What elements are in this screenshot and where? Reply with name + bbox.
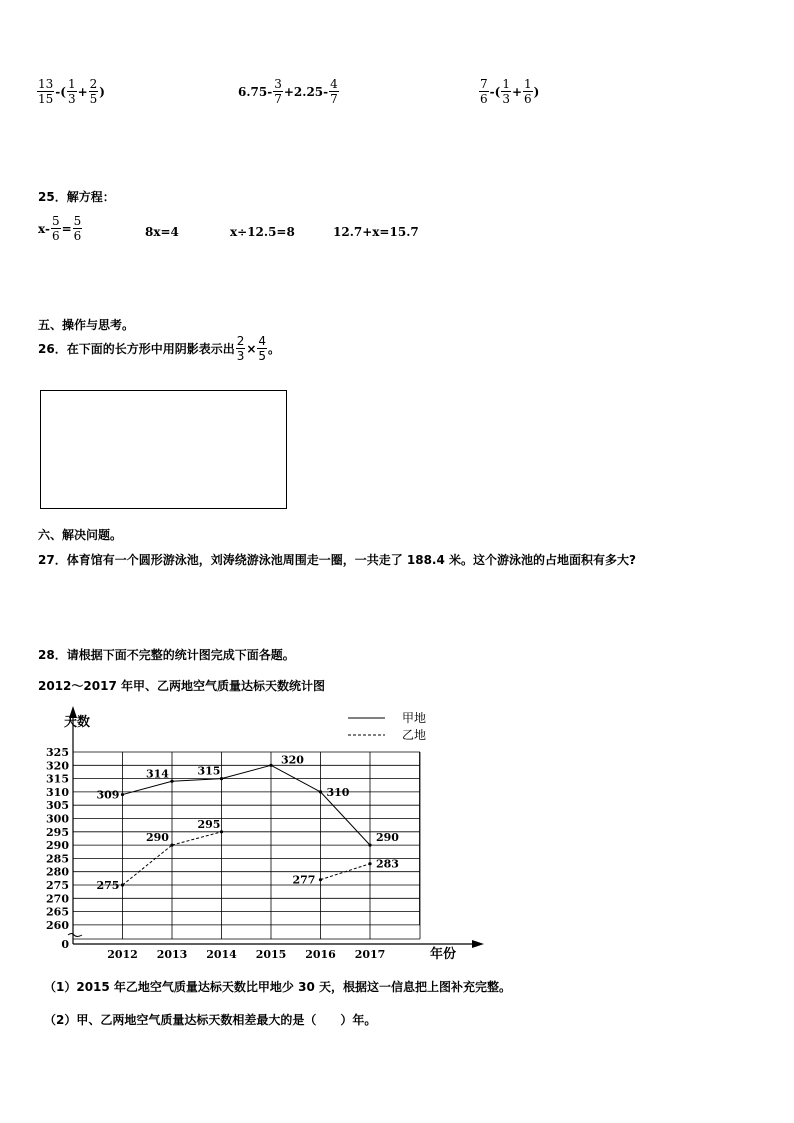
section-6-heading: 六、解决问题。 <box>38 528 123 542</box>
fraction: $\frac{5}{6}$ <box>51 214 60 243</box>
expression-3: $\frac{7}{6}$ -( $\frac{1}{3}$ + $\frac{1}{6}$ ) <box>480 77 540 106</box>
data-point <box>269 764 272 767</box>
series-jia-segment <box>123 781 173 794</box>
q26-text: 26．在下面的长方形中用阴影表示出 $\frac{2}{3}$ × $\frac{4}{5}$ 。 <box>38 334 281 363</box>
data-label: 290 <box>146 831 169 845</box>
chart-legend <box>348 710 426 742</box>
equation-3: x÷12.5=8 <box>230 225 295 239</box>
fraction: $\frac{4}{7}$ <box>330 77 338 106</box>
data-label: 277 <box>292 873 316 887</box>
x-axis-arrow <box>472 940 484 948</box>
fraction: $\frac{4}{5}$ <box>258 334 267 363</box>
y-tick-label: 320 <box>46 759 69 773</box>
x-tick-label: 2016 <box>305 948 336 961</box>
data-point <box>368 862 371 865</box>
data-label: 314 <box>146 767 169 781</box>
fraction: $\frac{1}{3}$ <box>67 77 76 106</box>
x-tick-label: 2015 <box>255 948 287 961</box>
data-point <box>170 844 173 847</box>
series-yi-segment <box>123 845 173 885</box>
data-point <box>319 878 322 881</box>
y-tick-label: 275 <box>46 879 69 892</box>
y-tick-label: 285 <box>46 852 69 866</box>
x-tick-label: 2014 <box>206 948 237 961</box>
q27-text: 27．体育馆有一个圆形游泳池，刘涛绕游泳池周围走一圈，一共走了 188.4 米。这个游泳池的占地面积有多大? <box>38 553 636 567</box>
expression-1: $\frac{13}{15}$ -( $\frac{1}{3}$ + $\frac{2}{5}$ ) <box>38 77 105 106</box>
y-tick-label: 300 <box>46 812 69 826</box>
section-5-heading: 五、操作与思考。 <box>38 318 135 332</box>
data-label: 295 <box>197 817 221 831</box>
x-axis-title: 年份 <box>430 947 457 962</box>
series-jia-segment <box>222 765 272 778</box>
data-point <box>121 883 124 886</box>
y-tick-label: 325 <box>46 746 69 759</box>
data-label: 310 <box>326 785 350 799</box>
q28-text: 28．请根据下面不完整的统计图完成下面各题。 <box>38 648 295 662</box>
fraction: $\frac{2}{3}$ <box>236 334 245 363</box>
chart-grid <box>73 752 420 939</box>
fraction: $\frac{3}{7}$ <box>274 77 282 106</box>
y-tick-label: 0 <box>61 938 69 951</box>
equation-4: 12.7+x=15.7 <box>333 225 419 239</box>
fraction: $\frac{1}{6}$ <box>524 77 532 106</box>
chart-axes <box>46 706 484 962</box>
y-tick-label: 280 <box>46 865 69 879</box>
y-tick-label: 310 <box>46 785 69 799</box>
chart-series <box>121 764 372 887</box>
data-point <box>121 793 124 796</box>
y-tick-label: 265 <box>46 905 69 919</box>
data-label: 315 <box>197 764 221 778</box>
y-tick-label: 295 <box>46 825 69 839</box>
sub-question-2: （2）甲、乙两地空气质量达标天数相差最大的是（ ）年。 <box>44 1013 377 1027</box>
y-tick-label: 305 <box>46 799 69 813</box>
y-axis-title: 天数 <box>64 715 91 730</box>
y-tick-label: 290 <box>46 839 69 853</box>
fraction: $\frac{13}{15}$ <box>38 77 54 106</box>
legend-yi: 乙地 <box>402 728 427 742</box>
legend-jia: 甲地 <box>402 711 427 725</box>
data-point <box>170 780 173 783</box>
data-label: 320 <box>281 753 304 767</box>
fraction: $\frac{7}{6}$ <box>480 77 488 106</box>
data-label: 275 <box>96 879 120 892</box>
axis-break-mark <box>68 934 82 937</box>
data-label: 290 <box>376 831 399 845</box>
equation-1: x- $\frac{5}{6}$ = $\frac{5}{6}$ <box>38 214 82 243</box>
data-point <box>319 790 322 793</box>
data-label: 309 <box>96 788 120 802</box>
fraction: $\frac{5}{6}$ <box>73 214 82 243</box>
fraction: $\frac{2}{5}$ <box>89 77 98 106</box>
expression-2: 6.75- $\frac{3}{7}$ +2.25- $\frac{4}{7}$ <box>238 77 338 106</box>
data-point <box>368 844 371 847</box>
fraction: $\frac{1}{3}$ <box>502 77 510 106</box>
equation-2: 8x=4 <box>145 225 179 239</box>
y-tick-label: 270 <box>46 892 69 906</box>
chart-labels <box>97 753 400 892</box>
x-tick-label: 2012 <box>107 948 138 961</box>
sub-question-1: （1）2015 年乙地空气质量达标天数比甲地少 30 天，根据这一信息把上图补充完整。 <box>44 980 511 994</box>
x-tick-label: 2017 <box>354 948 386 961</box>
y-tick-label: 260 <box>46 918 69 932</box>
chart-title: 2012～2017 年甲、乙两地空气质量达标天数统计图 <box>38 679 325 693</box>
x-tick-label: 2013 <box>156 948 188 961</box>
y-tick-label: 315 <box>46 772 69 786</box>
series-yi-segment <box>172 832 222 845</box>
data-label: 283 <box>376 857 399 871</box>
q25-label: 25．解方程： <box>38 190 115 204</box>
